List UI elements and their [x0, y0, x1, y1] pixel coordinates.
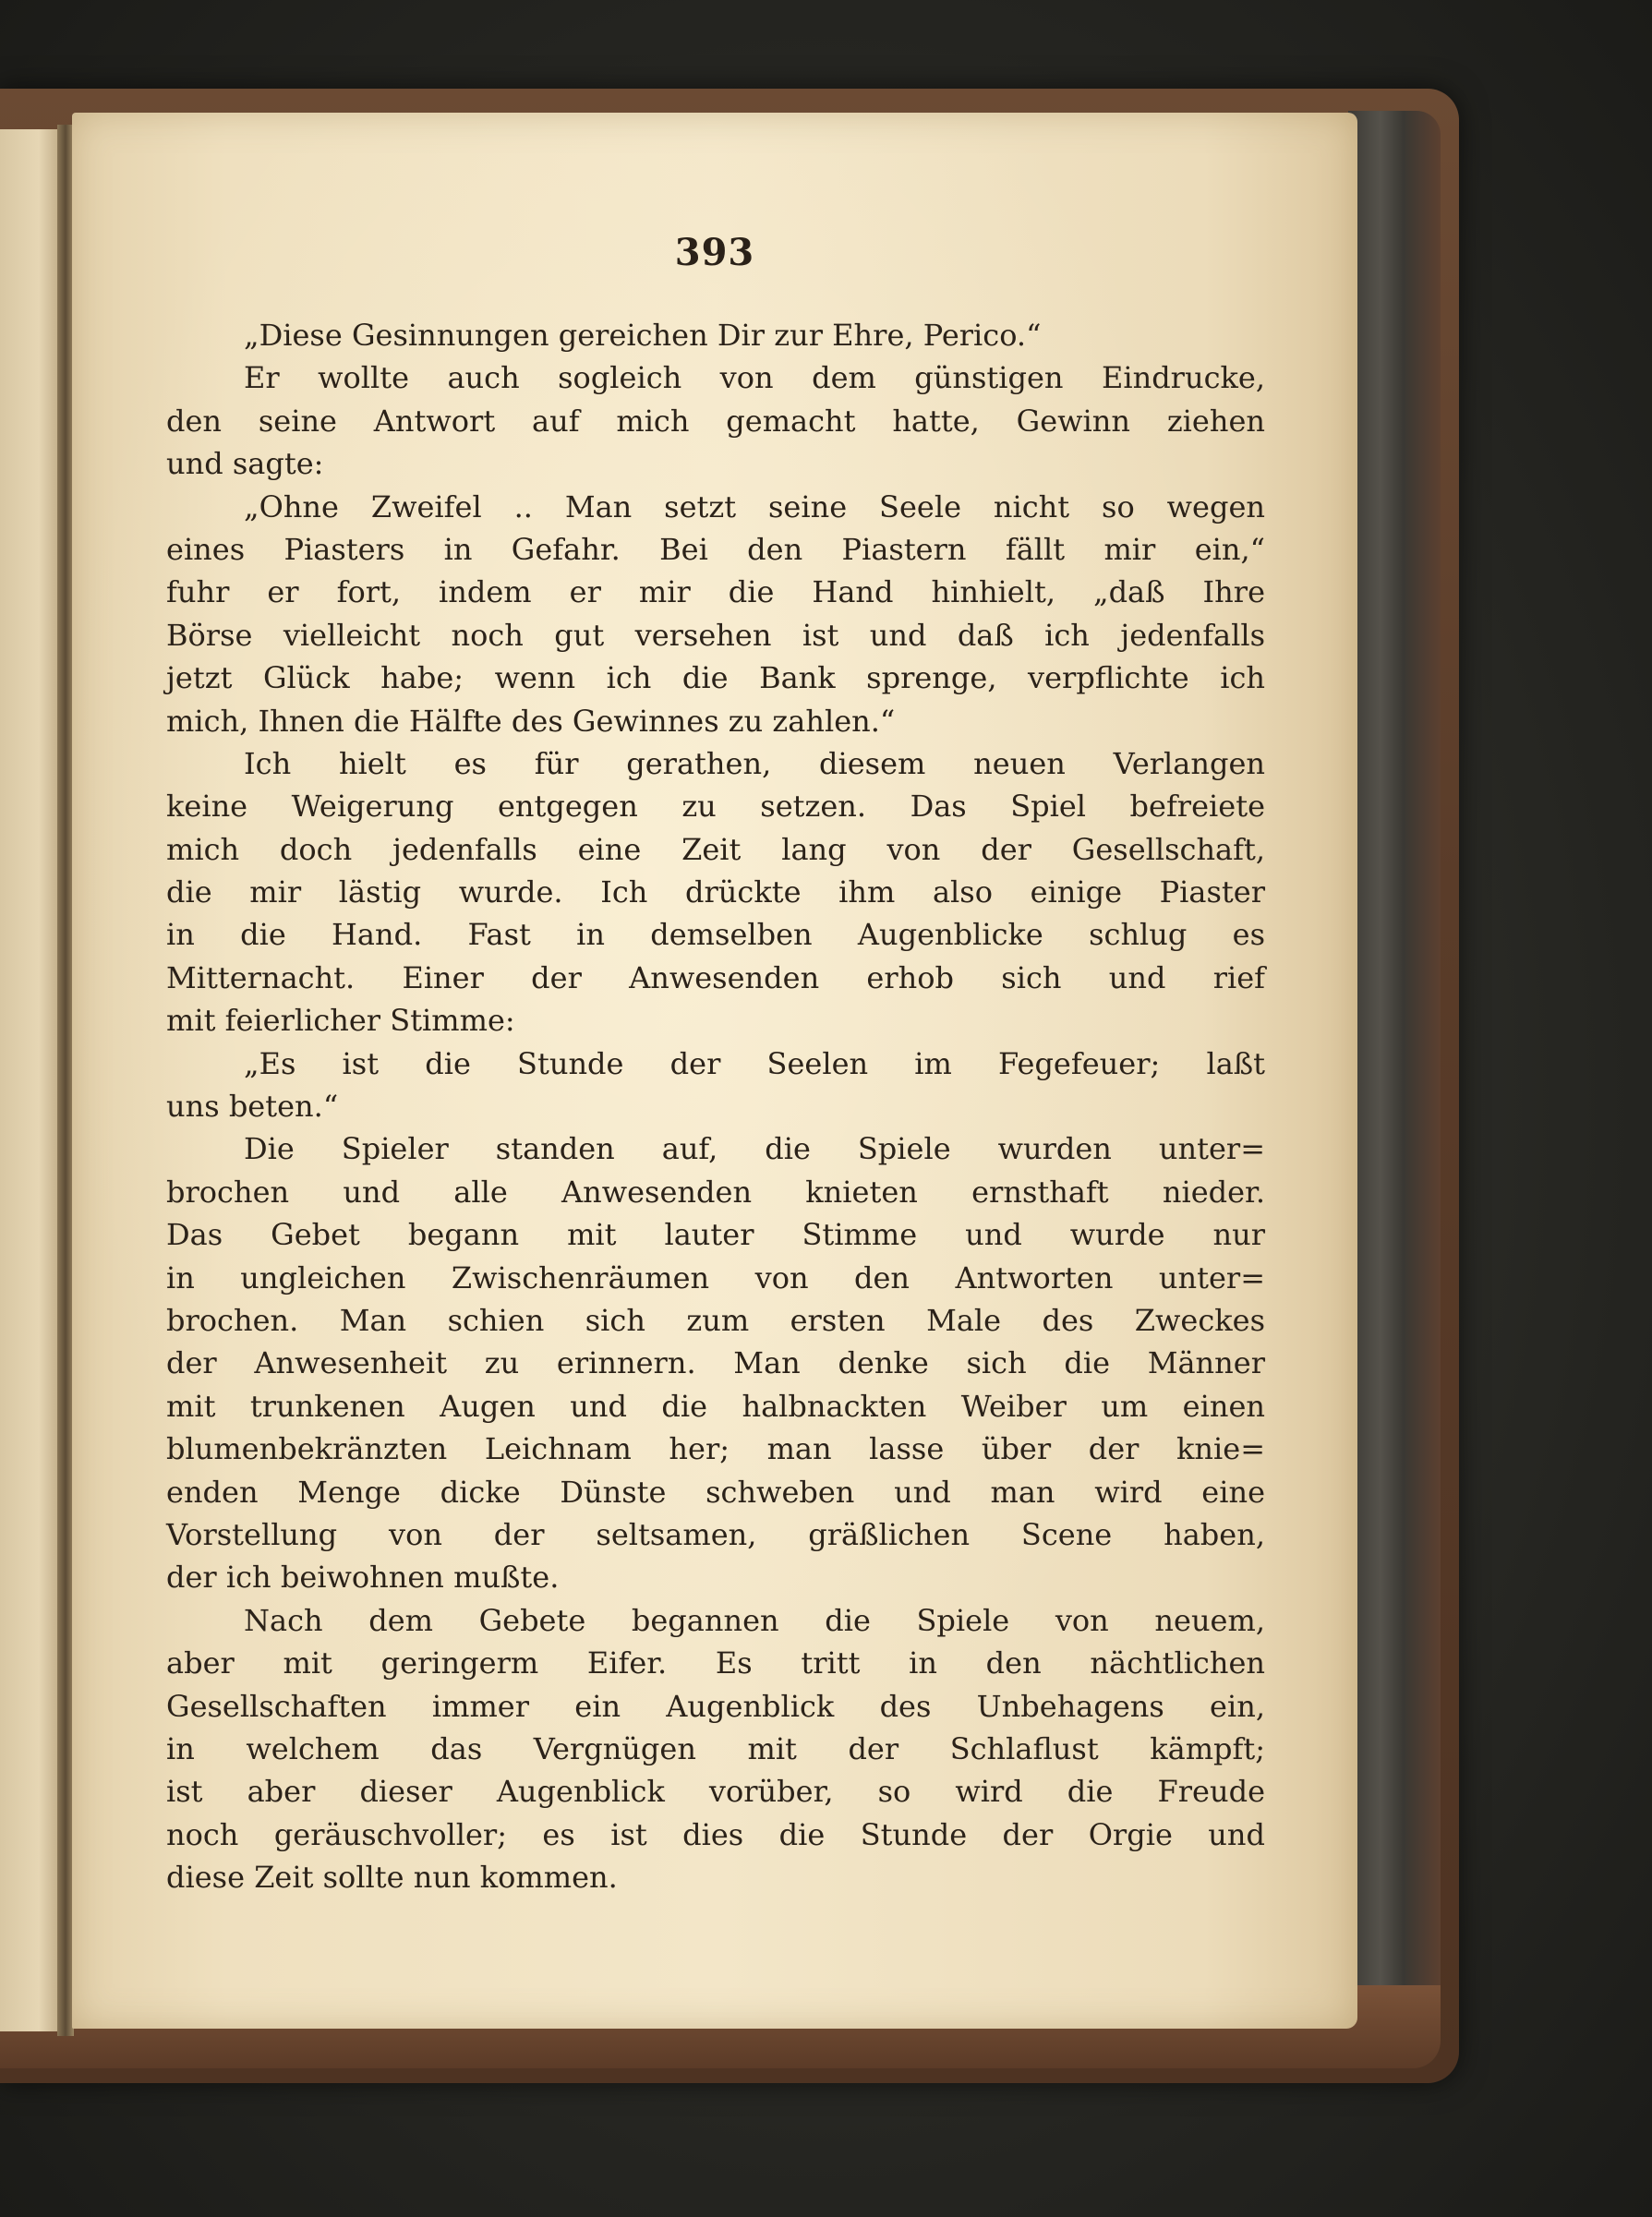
text-line: der ich beiwohnen mußte. [166, 1560, 560, 1596]
text-line: Das Gebet begann mit lauter Stimme und wurde nur [166, 1217, 1265, 1253]
text-line: der Anwesenheit zu erinnern. Man denke sich die Männer [166, 1345, 1265, 1381]
text-line: Ich hielt es für gerathen, diesem neuen Verlangen [244, 745, 1265, 781]
text-line: keine Weigerung entgegen zu setzen. Das Spiel befreiete [166, 789, 1265, 825]
text-line: „Ohne Zweifel .. Man setzt seine Seele nicht so wegen [244, 488, 1265, 524]
text-line: Börse vielleicht noch gut versehen ist und daß ich jedenfalls [166, 617, 1265, 653]
text-line: ist aber dieser Augenblick vorüber, so wird die Freude [166, 1774, 1265, 1810]
text-line: mit feierlicher Stimme: [166, 1003, 515, 1039]
text-line: mit trunkenen Augen und die halbnackten Weiber um einen [166, 1388, 1265, 1424]
text-line: in ungleichen Zwischenräumen von den Antworten unter= [166, 1259, 1265, 1295]
book-page [72, 113, 1357, 2029]
text-line: die mir lästig wurde. Ich drückte ihm also einige Piaster [166, 874, 1265, 910]
text-line: brochen und alle Anwesenden knieten ernsthaft nieder. [166, 1174, 1265, 1210]
text-line: uns beten.“ [166, 1089, 339, 1125]
text-line: Die Spieler standen auf, die Spiele wurden unter= [244, 1131, 1265, 1167]
text-line: und sagte: [166, 446, 324, 482]
page-text [166, 314, 1265, 1898]
text-line: blumenbekränzten Leichnam her; man lasse über der knie= [166, 1431, 1265, 1467]
cover-spine-edge [1348, 111, 1441, 2059]
left-page-edge [0, 129, 65, 2031]
text-line: diese Zeit sollte nun kommen. [166, 1860, 618, 1896]
text-line: noch geräuschvoller; es ist dies die Stunde der Orgie und [166, 1816, 1265, 1852]
text-line: enden Menge dicke Dünste schweben und man wird eine [166, 1474, 1265, 1510]
text-line: mich, Ihnen die Hälfte des Gewinnes zu zahlen.“ [166, 703, 896, 739]
text-line: den seine Antwort auf mich gemacht hatte, Gewinn ziehen [166, 403, 1265, 439]
text-line: in welchem das Vergnügen mit der Schlaflust kämpft; [166, 1730, 1265, 1766]
text-line: aber mit geringerm Eifer. Es tritt in den nächtlichen [166, 1645, 1265, 1681]
text-line: Vorstellung von der seltsamen, gräßlichen Scene haben, [166, 1516, 1265, 1552]
text-line: Nach dem Gebete begannen die Spiele von neuem, [244, 1602, 1265, 1638]
text-line: in die Hand. Fast in demselben Augenblicke schlug es [166, 917, 1265, 953]
text-line: brochen. Man schien sich zum ersten Male des Zweckes [166, 1302, 1265, 1338]
text-line: eines Piasters in Gefahr. Bei den Piastern fällt mir ein,“ [166, 531, 1265, 567]
text-line: „Es ist die Stunde der Seelen im Fegefeuer; laßt [244, 1045, 1265, 1081]
text-line: Gesellschaften immer ein Augenblick des Unbehagens ein, [166, 1688, 1265, 1724]
text-line: fuhr er fort, indem er mir die Hand hinhielt, „daß Ihre [166, 574, 1265, 610]
text-line: Mitternacht. Einer der Anwesenden erhob sich und rief [166, 959, 1265, 995]
text-line: „Diese Gesinnungen gereichen Dir zur Ehre, Perico.“ [244, 318, 1042, 353]
page-number: 393 [674, 231, 755, 274]
text-line: jetzt Glück habe; wenn ich die Bank sprenge, verpflichte ich [166, 660, 1265, 696]
text-line: Er wollte auch sogleich von dem günstigen Eindrucke, [244, 360, 1265, 396]
text-line: mich doch jedenfalls eine Zeit lang von der Gesellschaft, [166, 831, 1265, 867]
